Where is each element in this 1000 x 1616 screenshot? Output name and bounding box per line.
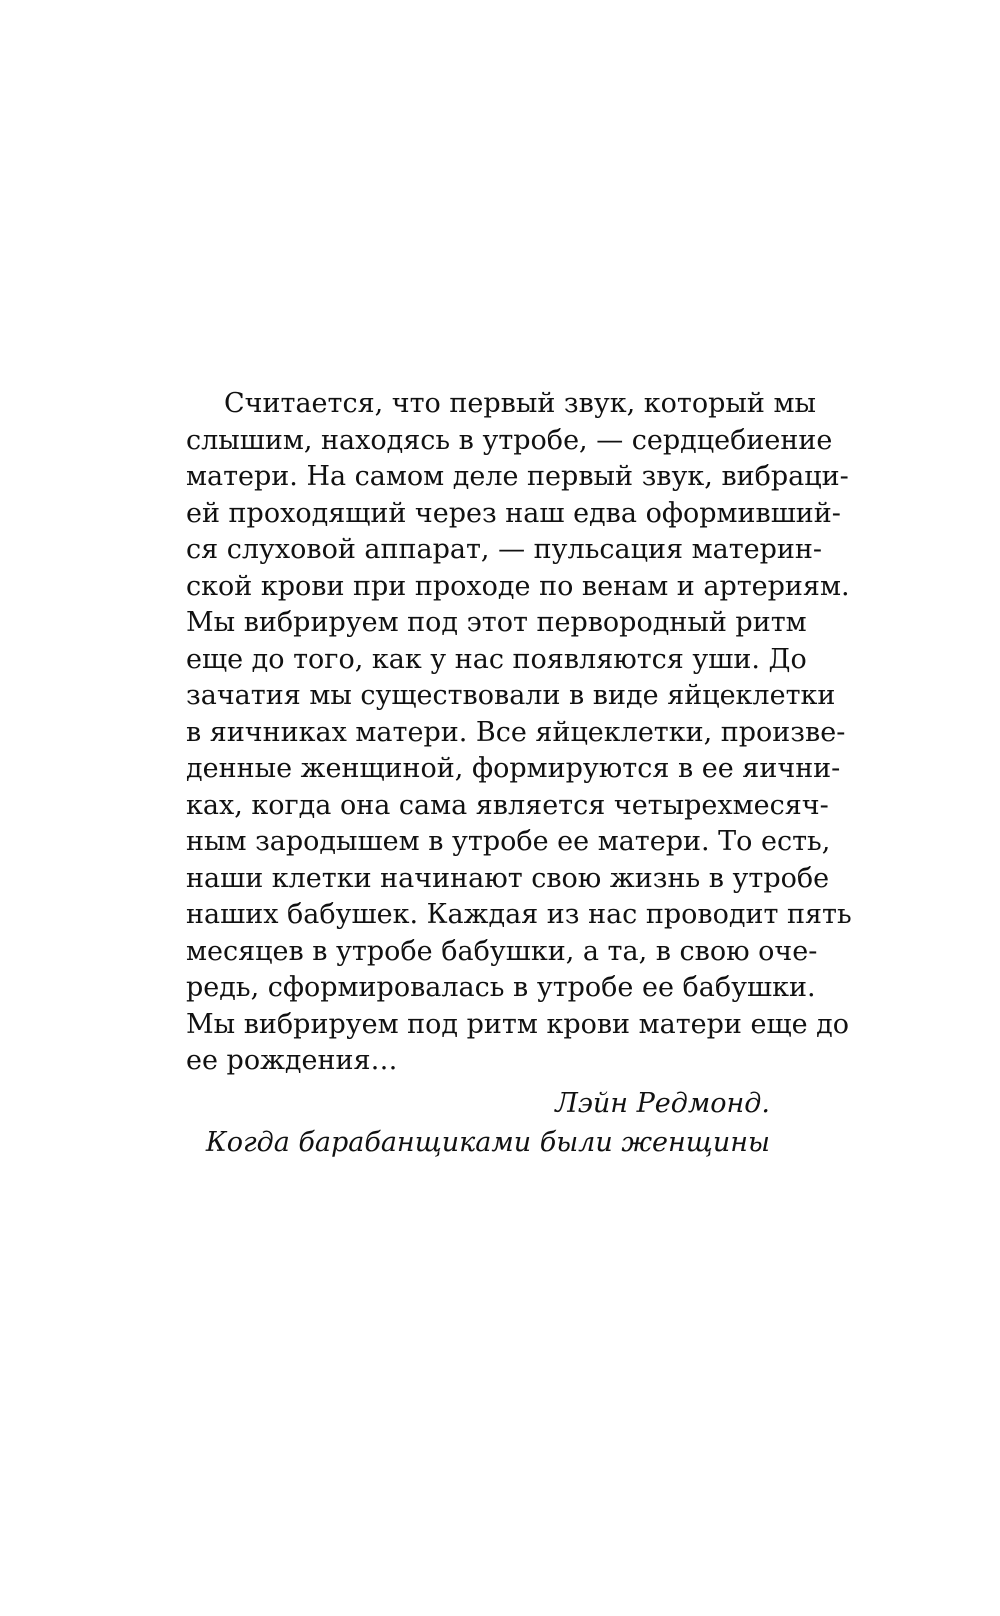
paragraph-line: ей проходящий через наш едва оформивший-	[186, 497, 841, 529]
paragraph-line: денные женщиной, формируются в ее яични-	[186, 753, 841, 784]
epigraph-author: Лэйн Редмонд.	[555, 1087, 770, 1119]
paragraph-line: зачатия мы существовали в виде яйцеклетки	[186, 680, 836, 711]
epigraph-source-title: Когда барабанщиками были женщины	[205, 1126, 770, 1158]
paragraph-line: ся слуховой аппарат, — пульсация материн-	[186, 534, 823, 565]
paragraph-line: Считается, что первый звук, который мы	[224, 388, 816, 419]
paragraph-line: ках, когда она сама является четырехмесяч-	[186, 789, 829, 821]
paragraph-line: ным зародышем в утробе ее матери. То есть,	[186, 826, 831, 857]
paragraph-line: месяцев в утробе бабушки, а та, в свою оче-	[186, 935, 818, 967]
paragraph-line: Мы вибрируем под ритм крови матери еще до	[186, 1008, 850, 1040]
paragraph-line: еще до того, как у нас появляются уши. До	[186, 643, 807, 675]
paragraph-line: матери. На самом деле первый звук, вибраци-	[186, 461, 849, 492]
paragraph-line: в яичниках матери. Все яйцеклетки, произве-	[186, 716, 846, 748]
paragraph-line: ее рождения…	[186, 1045, 398, 1076]
epigraph	[186, 386, 852, 1162]
paragraph-line: редь, сформировалась в утробе ее бабушки.	[186, 972, 816, 1003]
paragraph-line: наших бабушек. Каждая из нас проводит пять	[186, 899, 852, 930]
paragraph-line: наши клетки начинают свою жизнь в утробе	[186, 862, 830, 894]
paragraph-line: ской крови при проходе по венам и артериям.	[186, 570, 850, 602]
paragraph-line: слышим, находясь в утробе, — сердцебиение	[186, 424, 833, 456]
paragraph-line: Мы вибрируем под этот первородный ритм	[186, 607, 807, 638]
epigraph-paragraph	[186, 386, 852, 1080]
